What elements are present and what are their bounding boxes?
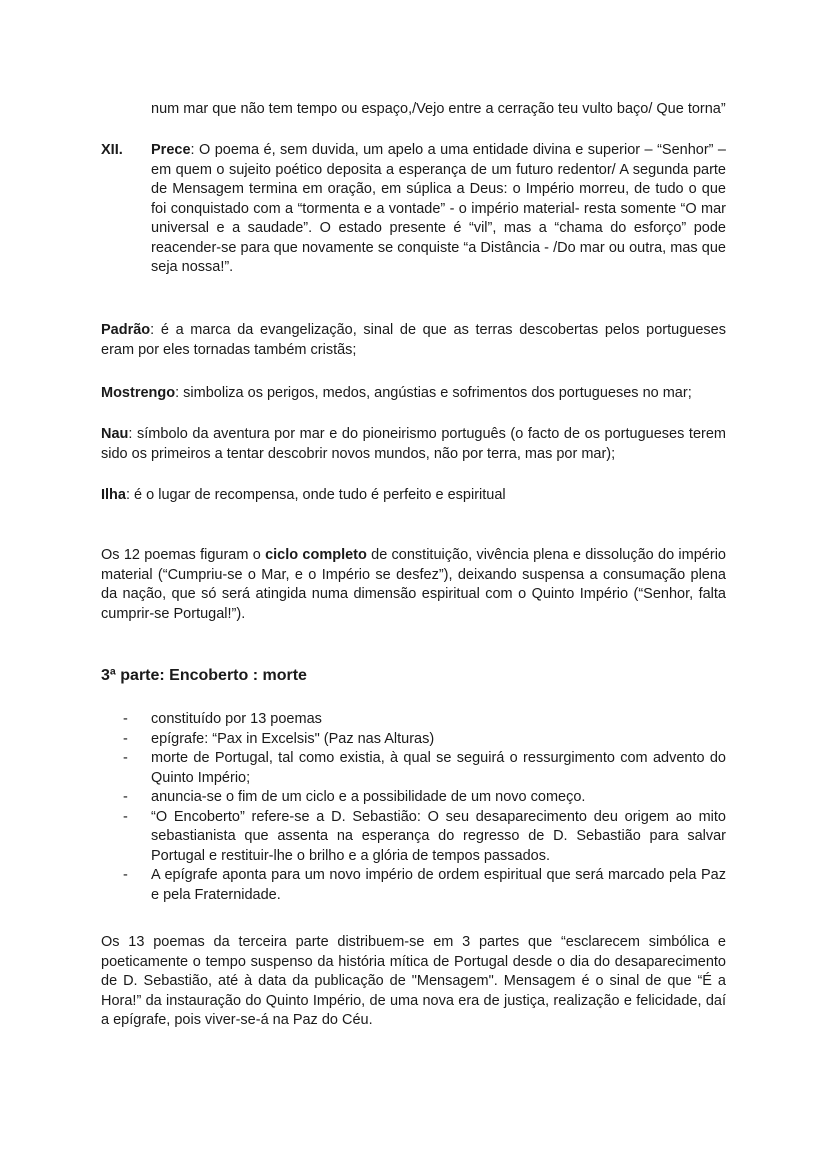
list-item: [101, 866, 726, 905]
dash-marker: -: [123, 867, 128, 883]
item-text: : O poema é, sem duvida, um apelo a uma entidade divina e superior – “Senhor” – em quem o sujeito poético deposita a esperança de um futuro redentor/ A segunda parte de Mensagem termina em oração, em súplica a Deus: o Império morreu, de tudo o que foi conquistado com a “tormenta e a vontade” - o império material- resta somente “O mar universal e a saudade”. O estado presente é “vil”, mas a “chama do esforço” pode reacender-se para que novamente se conquiste “a Distância - /Do mar ou outra, mas que seja nossa!”.: [151, 142, 726, 275]
symbol-text: : é o lugar de recompensa, onde tudo é perfeito e espiritual: [125, 487, 506, 503]
symbol-padrao: [101, 321, 726, 360]
symbol-nau: [101, 425, 726, 464]
symbol-text: : é a marca da evangelização, sinal de que as terras descobertas pelos portugueses eram por eles tornadas também cristãs;: [101, 322, 726, 358]
list-item: [101, 808, 726, 867]
cycle-text-start: Os 12 poemas figuram o: [101, 547, 266, 563]
symbol-text: : simboliza os perigos, medos, angústias e sofrimentos dos portugueses no mar;: [175, 385, 692, 401]
dash-marker: -: [123, 789, 128, 805]
symbol-term: Mostrengo: [101, 385, 176, 401]
list-item-text: constituído por 13 poemas: [151, 711, 322, 727]
section-heading: 3ª parte: Encoberto : morte: [101, 667, 307, 684]
list-item: [101, 730, 726, 750]
item-xii-body: [151, 141, 726, 278]
cycle-paragraph: [101, 546, 726, 624]
list-item-text: morte de Portugal, tal como existia, à qual se seguirá o ressurgimento com advento do Quinto Império;: [151, 750, 726, 786]
dash-marker: -: [123, 808, 128, 825]
cycle-text-end: de constituição, vivência plena e dissolução do império material (“Cumpriu-se o Mar, e o Império se desfez”), deixando suspensa a consumação plena da nação, que só será atingida numa dimensão espiritual com o Quinto Império (“Senhor, falta cumprir-se Portugal!”).: [101, 547, 726, 622]
list-item-text: “O Encoberto” refere-se a D. Sebastião: O seu desaparecimento deu origem ao mito sebastianista que assenta na esperança do regresso de D. Sebastião para salvar Portugal e restituir-lhe o brilho e a glória de tempos passados.: [151, 808, 726, 864]
symbol-text: : símbolo da aventura por mar e do pioneirismo português (o facto de os portugueses terem sido os primeiros a tentar descobrir novos mundos, não por terra, mas por mar);: [101, 426, 726, 462]
symbol-term: Nau: [101, 426, 129, 442]
list-item-text: epígrafe: “Pax in Excelsis" (Paz nas Alturas): [151, 730, 435, 747]
list-item-text: anuncia-se o fim de um ciclo e a possibilidade de um novo começo.: [151, 789, 586, 805]
symbol-mostrengo: [101, 384, 726, 404]
final-paragraph: Os 13 poemas da terceira parte distribuem-se em 3 partes que “esclarecem simbólica e poeticamente o tempo suspenso da história mítica de Portugal desde o dia do desaparecimento de D. Sebastião, até à data da publicação de "Mensagem". Mensagem é o sinal de que “É a Hora!” da instauração do Quinto Império, de uma nova era de justiça, realização e felicidade, daí a epígrafe, pois viver-se-á na Paz do Céu.: [101, 934, 726, 1028]
list-item: [101, 749, 726, 788]
list-item-text: A epígrafe aponta para um novo império de ordem espiritual que será marcado pela Paz e pela Fraternidade.: [151, 867, 726, 903]
bullet-list: [101, 710, 726, 905]
cycle-bold-text: ciclo completo: [265, 547, 367, 563]
list-item: [101, 788, 726, 808]
dash-marker: -: [123, 711, 128, 727]
symbol-term: Padrão: [101, 322, 151, 338]
poem-quote-continuation: num mar que não tem tempo ou espaço,/Vejo entre a cerração teu vulto baço/ Que torna”: [151, 101, 726, 117]
symbol-term: Ilha: [101, 487, 126, 503]
symbol-ilha: [101, 486, 726, 506]
item-number: XII.: [101, 142, 123, 158]
list-item: [101, 710, 726, 730]
dash-marker: -: [123, 750, 128, 766]
dash-marker: -: [123, 730, 128, 747]
item-term: Prece: [151, 142, 191, 158]
